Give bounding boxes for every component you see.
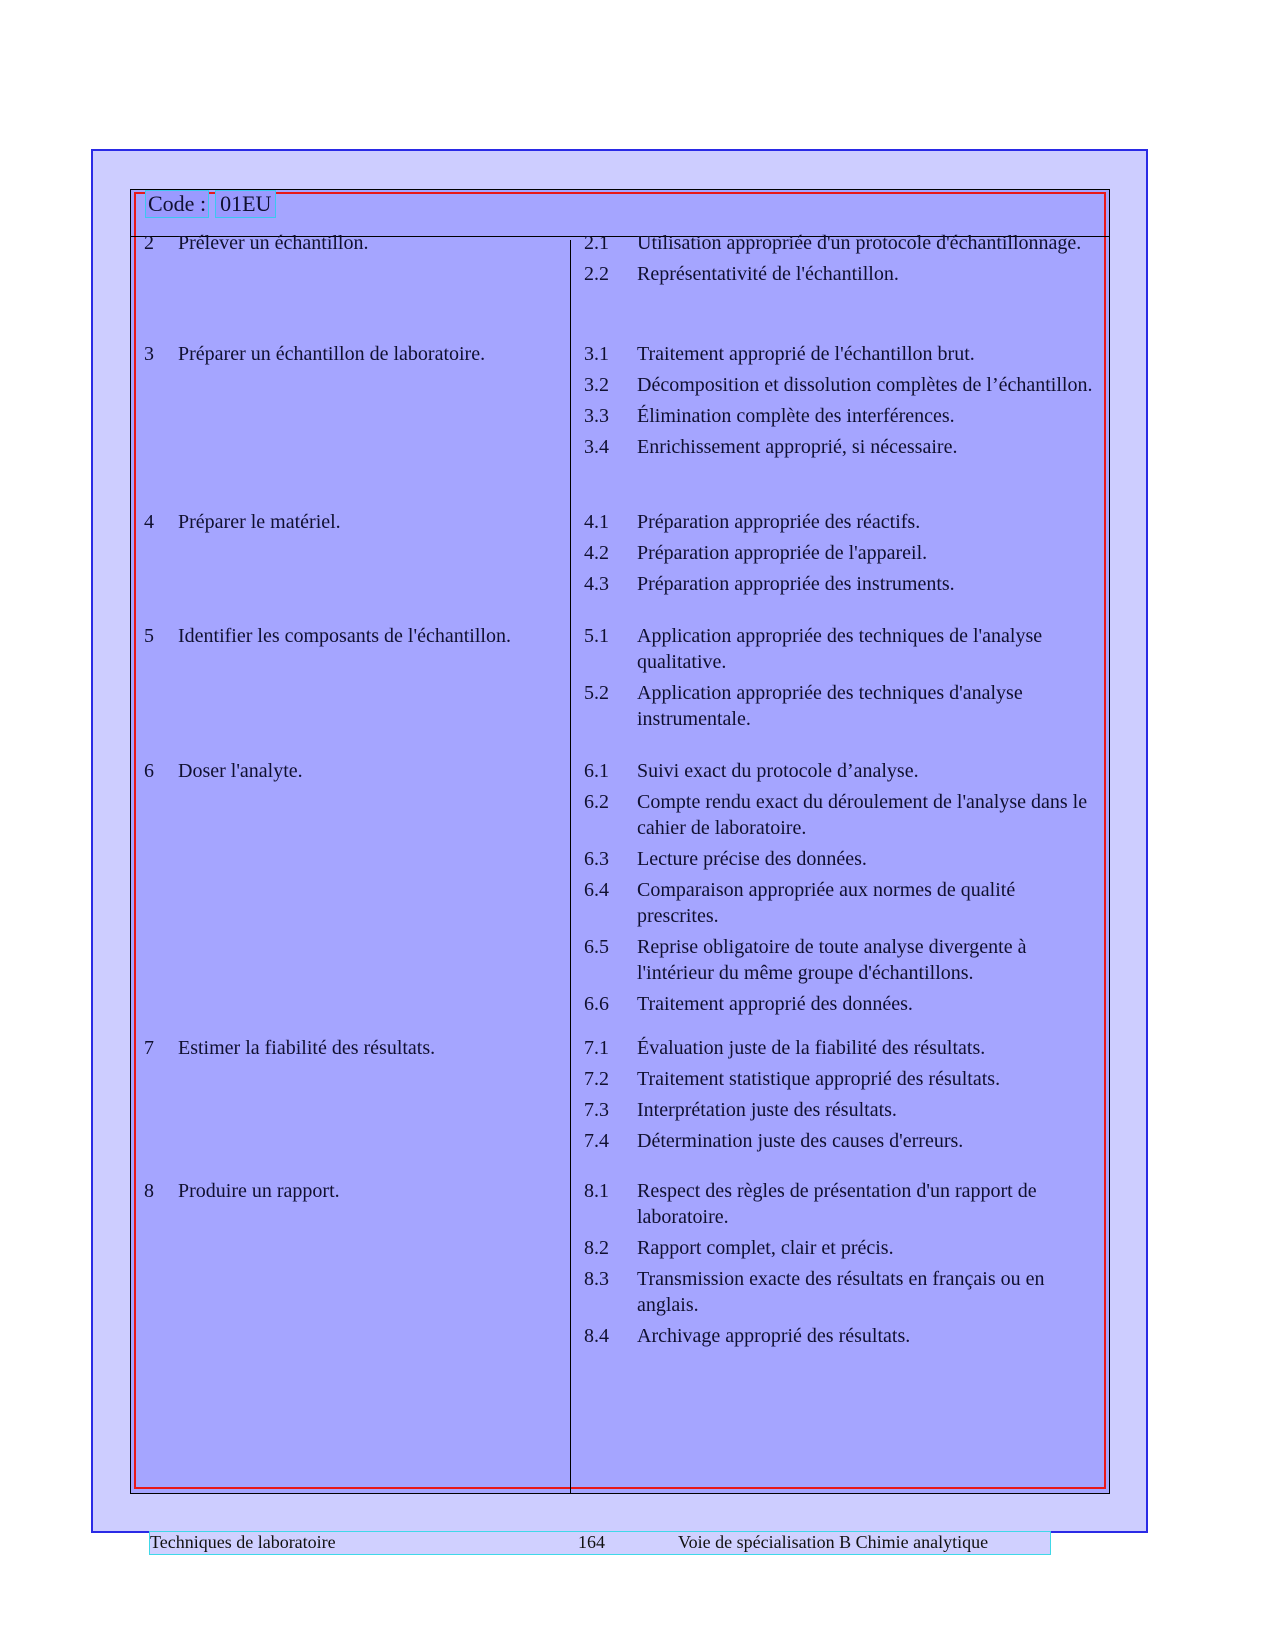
- criterion-text: Comparaison appropriée aux normes de qualité prescrites.: [637, 879, 1016, 927]
- competence-number: 3: [144, 343, 154, 365]
- criterion-text: Préparation appropriée des réactifs.: [637, 511, 921, 533]
- criterion-number: 5.1: [584, 625, 609, 647]
- criterion-item: [584, 341, 1094, 367]
- page-footer: [150, 1532, 1050, 1554]
- criterion-text: Archivage approprié des résultats.: [637, 1325, 911, 1347]
- competence-item: [144, 341, 570, 367]
- competence-text: Estimer la fiabilité des résultats.: [178, 1037, 436, 1059]
- criterion-item: [584, 680, 1094, 732]
- competence-number: 8: [144, 1180, 154, 1202]
- criterion-number: 5.2: [584, 682, 609, 704]
- criterion-number: 2.2: [584, 263, 609, 285]
- criterion-text: Lecture précise des données.: [637, 848, 867, 870]
- competence-number: 2: [144, 232, 154, 254]
- criterion-number: 8.4: [584, 1325, 609, 1347]
- criterion-number: 4.1: [584, 511, 609, 533]
- competence-text: Identifier les composants de l'échantillon.: [178, 625, 511, 647]
- criterion-text: Évaluation juste de la fiabilité des résultats.: [637, 1037, 986, 1059]
- criterion-text: Traitement approprié de l'échantillon brut.: [637, 343, 975, 365]
- competence-text: Produire un rapport.: [178, 1180, 340, 1202]
- criterion-text: Détermination juste des causes d'erreurs.: [637, 1130, 964, 1152]
- competence-text: Prélever un échantillon.: [178, 232, 369, 254]
- criterion-item: [584, 758, 1094, 784]
- criterion-text: Enrichissement approprié, si nécessaire.: [637, 436, 958, 458]
- criterion-item: [584, 509, 1094, 535]
- criterion-item: [584, 1066, 1094, 1092]
- criterion-number: 3.1: [584, 343, 609, 365]
- criterion-number: 6.6: [584, 993, 609, 1015]
- competence-number: 6: [144, 760, 154, 782]
- criterion-number: 7.3: [584, 1099, 609, 1121]
- criterion-number: 3.3: [584, 405, 609, 427]
- criteria-list: [584, 1035, 1094, 1159]
- column-divider: [570, 240, 571, 1494]
- competence-text: Doser l'analyte.: [178, 760, 303, 782]
- criterion-item: [584, 372, 1094, 398]
- competence-number: 7: [144, 1037, 154, 1059]
- criterion-number: 7.2: [584, 1068, 609, 1090]
- criterion-text: Traitement approprié des données.: [637, 993, 913, 1015]
- criterion-number: 6.5: [584, 936, 609, 958]
- competence-number: 5: [144, 625, 154, 647]
- criterion-number: 4.2: [584, 542, 609, 564]
- criterion-item: [584, 1178, 1094, 1230]
- competence-item: [144, 1035, 570, 1061]
- criteria-list: [584, 758, 1094, 1022]
- criterion-item: [584, 1097, 1094, 1123]
- criterion-item: [584, 540, 1094, 566]
- criterion-item: [584, 434, 1094, 460]
- criterion-number: 8.1: [584, 1180, 609, 1202]
- criterion-item: [584, 1035, 1094, 1061]
- criterion-item: [584, 789, 1094, 841]
- criterion-item: [584, 623, 1094, 675]
- criterion-text: Suivi exact du protocole d’analyse.: [637, 760, 919, 782]
- footer-page-number: 164: [578, 1532, 605, 1552]
- criterion-number: 8.3: [584, 1268, 609, 1290]
- criterion-text: Application appropriée des techniques de l'analyse qualitative.: [637, 625, 1043, 673]
- competence-item: [144, 509, 570, 535]
- criterion-item: [584, 571, 1094, 597]
- criterion-item: [584, 1266, 1094, 1318]
- criterion-text: Application appropriée des techniques d'analyse instrumentale.: [637, 682, 1023, 730]
- criterion-number: 6.3: [584, 848, 609, 870]
- criterion-item: [584, 846, 1094, 872]
- criterion-number: 2.1: [584, 232, 609, 254]
- criterion-number: 6.2: [584, 791, 609, 813]
- criterion-item: [584, 1235, 1094, 1261]
- competence-text: Préparer un échantillon de laboratoire.: [178, 343, 486, 365]
- criterion-number: 3.4: [584, 436, 609, 458]
- criterion-text: Décomposition et dissolution complètes de l’échantillon.: [637, 374, 1093, 396]
- criterion-number: 7.1: [584, 1037, 609, 1059]
- competence-item: [144, 758, 570, 784]
- criteria-list: [584, 341, 1094, 465]
- criterion-text: Reprise obligatoire de toute analyse divergente à l'intérieur du même groupe d'échantillons.: [637, 936, 1027, 984]
- criterion-text: Préparation appropriée des instruments.: [637, 573, 955, 595]
- criterion-number: 6.1: [584, 760, 609, 782]
- criteria-list: [584, 509, 1094, 602]
- criterion-item: [584, 991, 1094, 1017]
- footer-program: Techniques de laboratoire: [150, 1532, 336, 1552]
- criterion-item: [584, 403, 1094, 429]
- criterion-text: Utilisation appropriée d'un protocole d'échantillonnage.: [637, 232, 1082, 254]
- criterion-text: Compte rendu exact du déroulement de l'analyse dans le cahier de laboratoire.: [637, 791, 1088, 839]
- criterion-item: [584, 1128, 1094, 1154]
- criteria-list: [584, 1178, 1094, 1354]
- criterion-text: Élimination complète des interférences.: [637, 405, 955, 427]
- criterion-text: Représentativité de l'échantillon.: [637, 263, 899, 285]
- criterion-number: 8.2: [584, 1237, 609, 1259]
- criterion-number: 4.3: [584, 573, 609, 595]
- criterion-text: Traitement statistique approprié des résultats.: [637, 1068, 1001, 1090]
- competence-item: [144, 1178, 570, 1204]
- criterion-number: 6.4: [584, 879, 609, 901]
- criterion-item: [584, 1323, 1094, 1349]
- criterion-item: [584, 261, 1094, 287]
- criteria-list: [584, 230, 1094, 292]
- criterion-item: [584, 230, 1094, 256]
- code-value: 01EU: [216, 191, 275, 217]
- criterion-text: Respect des règles de présentation d'un rapport de laboratoire.: [637, 1180, 1037, 1228]
- criterion-text: Interprétation juste des résultats.: [637, 1099, 897, 1121]
- criterion-number: 7.4: [584, 1130, 609, 1152]
- criterion-text: Rapport complet, clair et précis.: [637, 1237, 894, 1259]
- code-header: [146, 191, 275, 217]
- criterion-text: Transmission exacte des résultats en français ou en anglais.: [637, 1268, 1045, 1316]
- footer-specialisation: Voie de spécialisation B Chimie analytique: [678, 1532, 989, 1552]
- criteria-list: [584, 623, 1094, 737]
- competence-number: 4: [144, 511, 154, 533]
- code-label: Code :: [148, 191, 207, 216]
- competence-text: Préparer le matériel.: [178, 511, 341, 533]
- criterion-text: Préparation appropriée de l'appareil.: [637, 542, 928, 564]
- criterion-item: [584, 877, 1094, 929]
- criterion-number: 3.2: [584, 374, 609, 396]
- criterion-item: [584, 934, 1094, 986]
- competence-item: [144, 623, 570, 649]
- competence-item: [144, 230, 570, 256]
